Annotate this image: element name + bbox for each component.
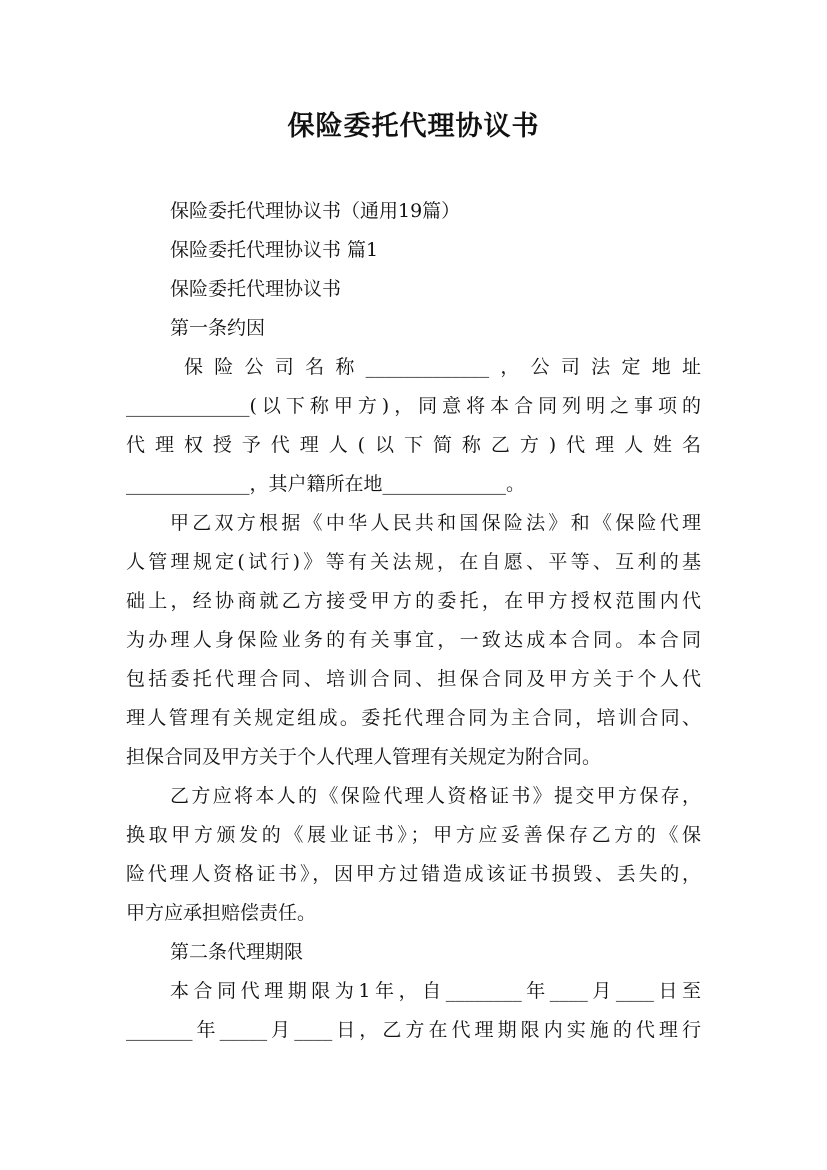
doc-line: 乙方应将本人的《保险代理人资格证书》提交甲方保存， [170,785,701,807]
doc-line: 保险委托代理协议书 篇1 [170,239,379,261]
doc-line: 保险委托代理协议书（通用19篇） [170,200,461,222]
doc-line: 理人管理有关规定组成。委托代理合同为主合同，培训合同、 [126,707,701,729]
doc-line: 础上，经协商就乙方接受甲方的委托，在甲方授权范围内代 [126,590,701,612]
section-heading: 第二条代理期限 [170,941,304,963]
doc-line: 险代理人资格证书》，因甲方过错造成该证书损毁、丢失的， [126,863,701,885]
doc-line: _____________(以下称甲方)，同意将本合同列明之事项的 [126,395,701,417]
doc-line: 甲乙双方根据《中华人民共和国保险法》和《保险代理 [170,512,701,534]
doc-line: 本合同代理期限为1年，自________年____月____日至 [170,980,701,1002]
doc-line: 为办理人身保险业务的有关事宜，一致达成本合同。本合同 [126,629,701,651]
doc-line: 人管理规定(试行)》等有关法规，在自愿、平等、互利的基 [126,551,701,573]
section-heading: 第一条约因 [170,317,266,339]
doc-line: 担保合同及甲方关于个人代理人管理有关规定为附合同。 [126,746,602,768]
doc-line: 保险公司名称_____________，公司法定地址 [184,356,701,378]
doc-line: 换取甲方颁发的《展业证书》；甲方应妥善保存乙方的《保 [126,824,701,846]
doc-line: 保险委托代理协议书 [170,278,342,300]
doc-line: _______年_____月____日，乙方在代理期限内实施的代理行 [126,1019,701,1041]
doc-line: _____________，其户籍所在地_____________。 [126,473,526,495]
doc-line: 代理权授予代理人(以下简称乙方)代理人姓名 [126,434,701,456]
document-title: 保险委托代理协议书 [287,111,540,142]
doc-line: 甲方应承担赔偿责任。 [126,902,317,924]
doc-line: 包括委托代理合同、培训合同、担保合同及甲方关于个人代 [126,668,701,690]
